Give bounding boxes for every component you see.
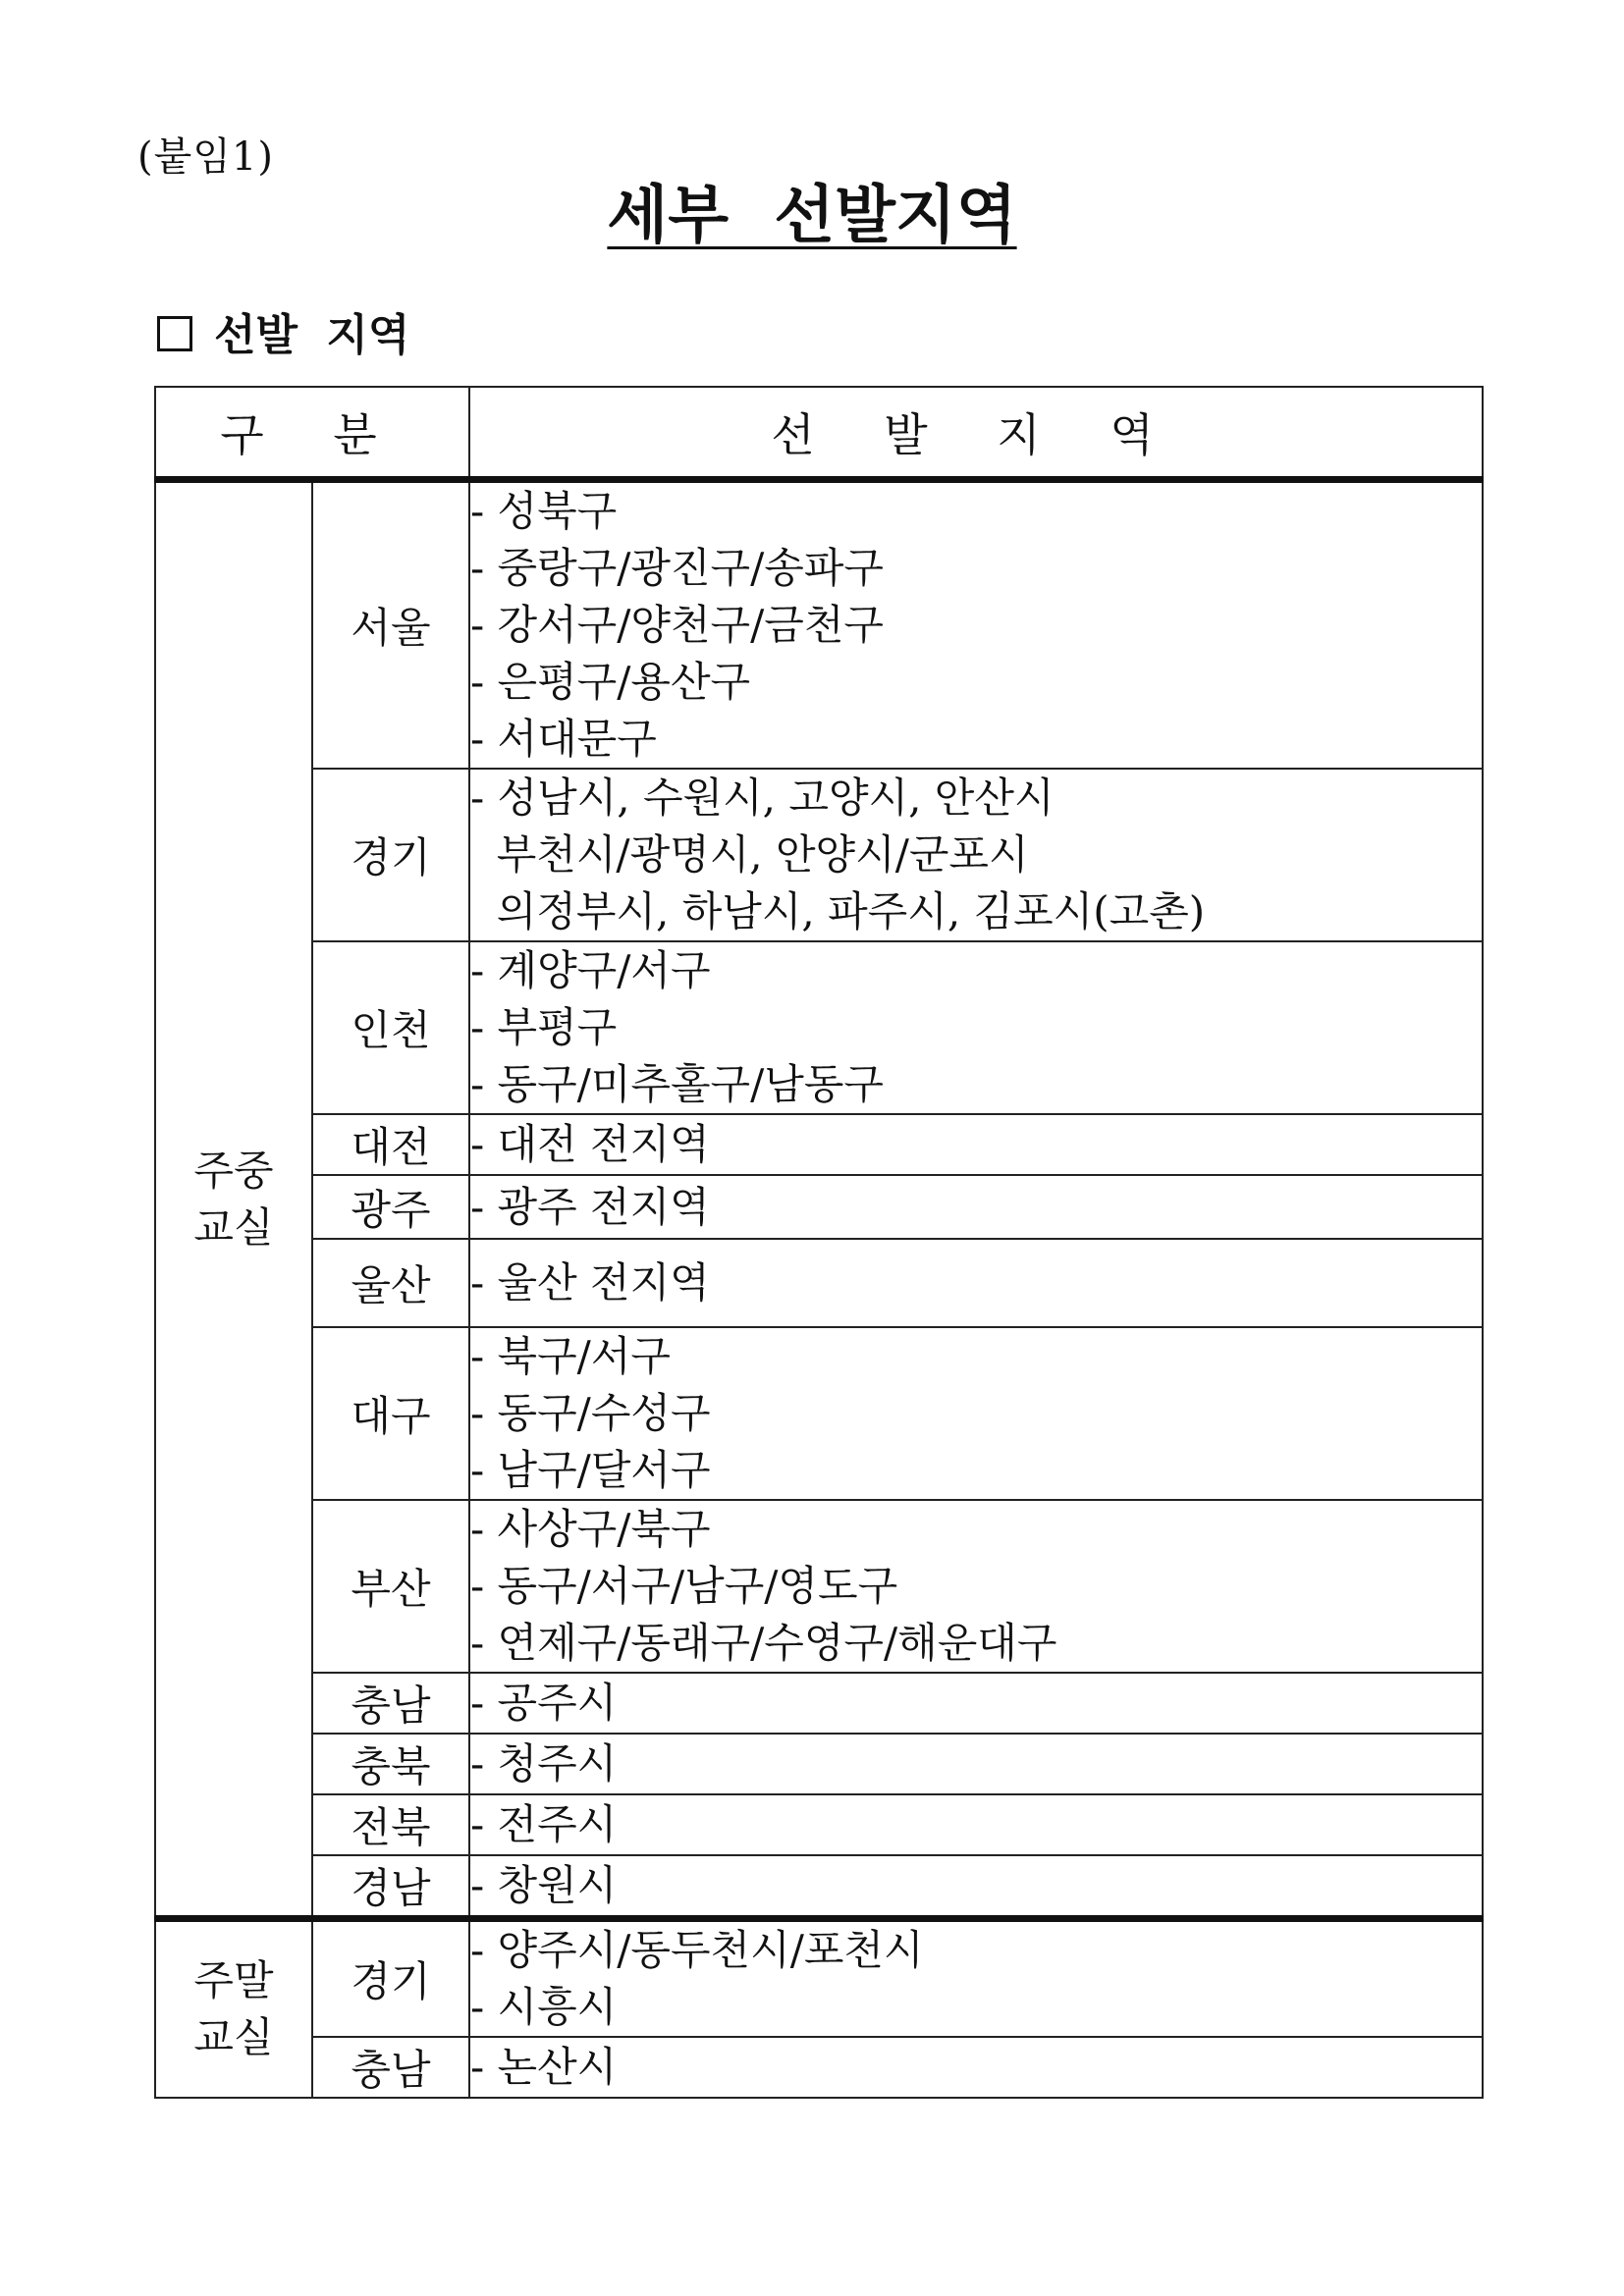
region-list [469, 480, 1483, 770]
area-label: 전북 [312, 1794, 469, 1855]
region-item: - 동구/수성구 [470, 1389, 711, 1437]
region-item: 부천시/광명시, 안양시/군포시 [470, 830, 1029, 879]
region-item: - 동구/서구/남구/영도구 [470, 1562, 898, 1610]
table-header-row [155, 387, 1483, 480]
region-item: - 중랑구/광진구/송파구 [470, 544, 884, 592]
table-row [155, 1855, 1483, 1919]
section-heading-text: 선발 지역 [214, 310, 410, 360]
region-item: - 전주시 [470, 1800, 618, 1848]
header-category: 구 분 [155, 387, 469, 480]
region-item: - 창원시 [470, 1861, 618, 1909]
region-item: - 강서구/양천구/금천구 [470, 601, 884, 649]
region-list [469, 1327, 1483, 1500]
region-item: 의정부시, 하남시, 파주시, 김포시(고촌) [470, 887, 1206, 935]
table-row [155, 1114, 1483, 1175]
region-item: - 은평구/용산구 [470, 658, 751, 706]
region-list [469, 1855, 1483, 1919]
region-item: - 광주 전지역 [470, 1182, 710, 1231]
table-row [155, 1239, 1483, 1327]
table-row [155, 1734, 1483, 1794]
region-list [469, 1673, 1483, 1734]
region-item: - 시흥시 [470, 1983, 618, 2031]
page-title-text: 세부 선발지역 [607, 179, 1017, 252]
area-label: 울산 [312, 1239, 469, 1327]
table-row [155, 1673, 1483, 1734]
region-table [154, 386, 1484, 2099]
area-label: 광주 [312, 1175, 469, 1239]
region-list [469, 1239, 1483, 1327]
area-label: 충북 [312, 1734, 469, 1794]
area-label: 충남 [312, 1673, 469, 1734]
table-row [155, 480, 1483, 770]
area-label: 충남 [312, 2037, 469, 2098]
region-item: - 사상구/북구 [470, 1505, 711, 1553]
region-list [469, 1175, 1483, 1239]
table-row [155, 1794, 1483, 1855]
region-item: - 성북구 [470, 487, 618, 535]
page-title [0, 177, 1624, 255]
group-label: 주중 교실 [155, 480, 312, 1919]
header-regions: 선 발 지 역 [469, 387, 1483, 480]
table-row [155, 1500, 1483, 1673]
table-row [155, 941, 1483, 1114]
area-label: 대구 [312, 1327, 469, 1500]
region-list [469, 1794, 1483, 1855]
region-table-body [155, 480, 1483, 2099]
region-list [469, 1114, 1483, 1175]
region-item: - 청주시 [470, 1739, 618, 1788]
area-label: 대전 [312, 1114, 469, 1175]
region-list [469, 1734, 1483, 1794]
region-item: - 대전 전지역 [470, 1120, 710, 1168]
checkbox-square-icon [157, 316, 192, 351]
group-label: 주말 교실 [155, 1919, 312, 2099]
region-list [469, 941, 1483, 1114]
region-item: - 양주시/동두천시/포천시 [470, 1926, 924, 1974]
region-item: - 울산 전지역 [470, 1258, 710, 1307]
table-row [155, 1175, 1483, 1239]
region-list [469, 1919, 1483, 2038]
area-label: 서울 [312, 480, 469, 770]
region-item: - 계양구/서구 [470, 946, 711, 994]
region-item: - 연제구/동래구/수영구/해운대구 [470, 1619, 1057, 1667]
area-label: 경기 [312, 1919, 469, 2038]
region-item: - 성남시, 수원시, 고양시, 안산시 [470, 774, 1055, 822]
region-item: - 북구/서구 [470, 1332, 671, 1380]
table-row [155, 769, 1483, 941]
region-item: - 부평구 [470, 1003, 618, 1051]
area-label: 인천 [312, 941, 469, 1114]
area-label: 경남 [312, 1855, 469, 1919]
table-row [155, 1327, 1483, 1500]
region-item: - 동구/미추홀구/남동구 [470, 1060, 884, 1108]
region-item: - 공주시 [470, 1679, 618, 1727]
table-row [155, 1919, 1483, 2038]
region-item: - 서대문구 [470, 715, 657, 763]
area-label: 부산 [312, 1500, 469, 1673]
region-list [469, 2037, 1483, 2098]
region-item: - 논산시 [470, 2043, 618, 2091]
region-list [469, 769, 1483, 941]
attachment-label: (붙임1) [137, 134, 274, 180]
area-label: 경기 [312, 769, 469, 941]
table-row [155, 2037, 1483, 2098]
section-heading [157, 308, 409, 363]
region-list [469, 1500, 1483, 1673]
region-item: - 남구/달서구 [470, 1446, 711, 1494]
